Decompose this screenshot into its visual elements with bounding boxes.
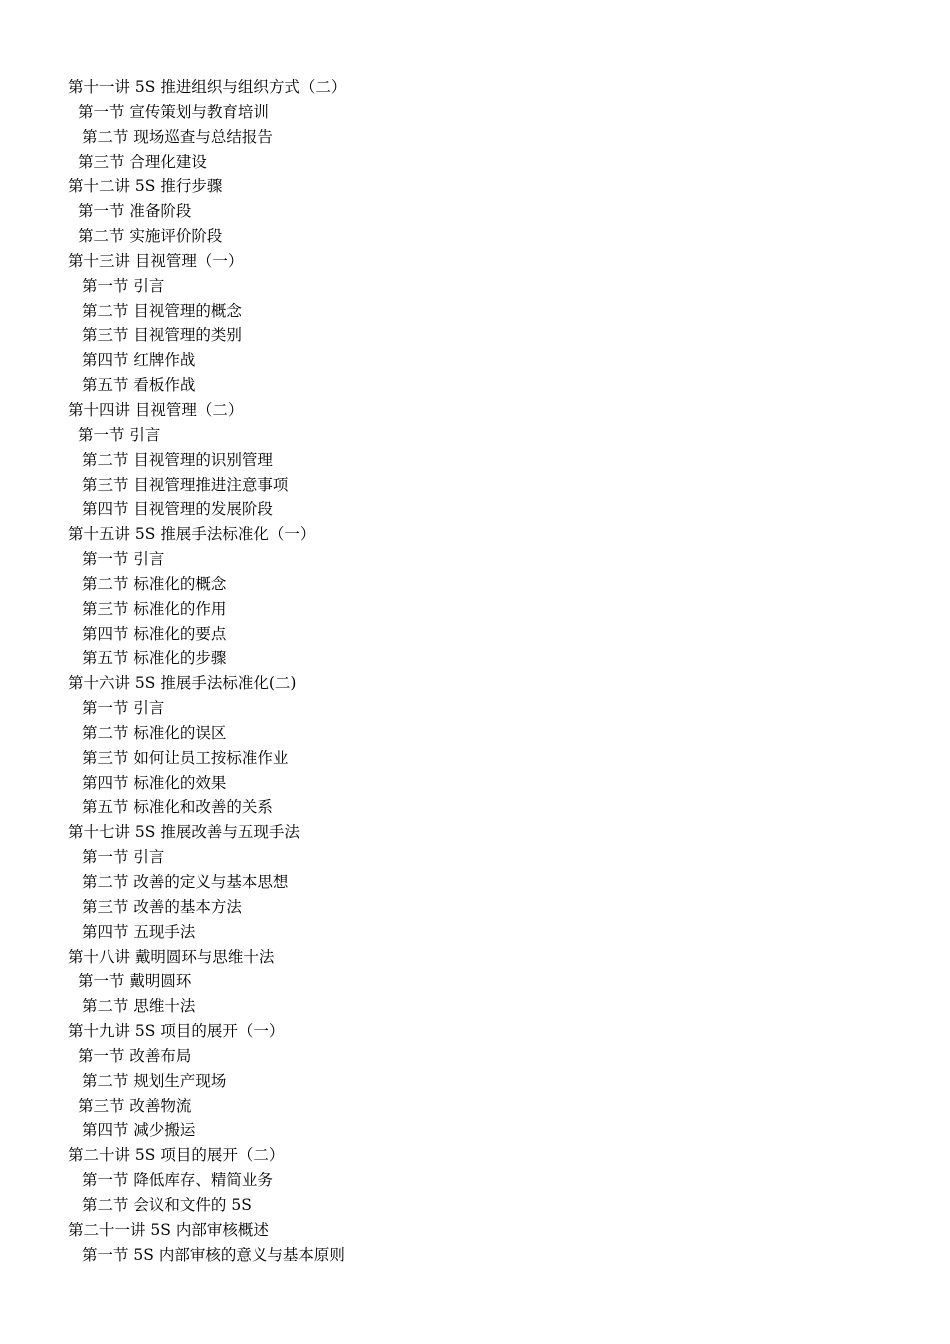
lecture-heading: 第十五讲 5S 推展手法标准化（一） (68, 525, 316, 544)
section-item: 第四节 标准化的要点 (82, 624, 227, 643)
section-item: 第五节 标准化和改善的关系 (82, 798, 273, 817)
lecture-heading: 第十九讲 5S 项目的展开（一） (68, 1022, 285, 1041)
section-item: 第一节 引言 (82, 550, 165, 569)
section-item: 第一节 引言 (78, 425, 161, 444)
section-item: 第二节 会议和文件的 5S (82, 1195, 252, 1214)
section-item: 第四节 目视管理的发展阶段 (82, 500, 273, 519)
section-item: 第三节 标准化的作用 (82, 599, 227, 618)
section-item: 第二节 实施评价阶段 (78, 227, 223, 246)
lecture-heading: 第二十讲 5S 项目的展开（二） (68, 1146, 285, 1165)
section-item: 第一节 改善布局 (78, 1046, 192, 1065)
lecture-heading: 第十六讲 5S 推展手法标准化(二) (68, 674, 297, 693)
lecture-heading: 第二十一讲 5S 内部审核概述 (68, 1220, 269, 1239)
section-item: 第二节 改善的定义与基本思想 (82, 873, 289, 891)
section-item: 第二节 目视管理的概念 (82, 301, 242, 320)
lecture-heading: 第十四讲 目视管理（二） (68, 400, 244, 419)
section-item: 第三节 如何让员工按标准作业 (82, 748, 289, 767)
section-item: 第一节 5S 内部审核的意义与基本原则 (82, 1245, 345, 1264)
section-item: 第二节 目视管理的识别管理 (82, 450, 273, 469)
section-item: 第一节 引言 (82, 699, 165, 718)
section-item: 第三节 改善的基本方法 (82, 897, 242, 916)
section-item: 第四节 红牌作战 (82, 351, 196, 370)
section-item: 第二节 规划生产现场 (82, 1071, 227, 1090)
section-item: 第五节 标准化的步骤 (82, 649, 227, 668)
section-item: 第二节 标准化的误区 (82, 723, 227, 742)
section-item: 第三节 改善物流 (78, 1096, 192, 1115)
section-item: 第一节 准备阶段 (78, 202, 192, 221)
section-item: 第二节 标准化的概念 (82, 574, 227, 593)
section-item: 第二节 思维十法 (82, 997, 196, 1016)
section-item: 第四节 减少搬运 (82, 1121, 196, 1140)
section-item: 第一节 降低库存、精简业务 (82, 1171, 273, 1190)
section-item: 第二节 现场巡查与总结报告 (82, 127, 273, 146)
section-item: 第一节 戴明圆环 (78, 972, 192, 991)
lecture-heading: 第十二讲 5S 推行步骤 (68, 177, 223, 196)
section-item: 第四节 标准化的效果 (82, 773, 227, 792)
section-item: 第一节 宣传策划与教育培训 (78, 102, 269, 121)
lecture-heading: 第十七讲 5S 推展改善与五现手法 (68, 823, 300, 842)
section-item: 第三节 合理化建设 (78, 152, 207, 171)
lecture-heading: 第十八讲 戴明圆环与思维十法 (68, 947, 275, 966)
table-of-contents (68, 75, 346, 1268)
section-item: 第四节 五现手法 (82, 922, 196, 941)
lecture-heading: 第十一讲 5S 推进组织与组织方式（二） (68, 78, 347, 96)
section-item: 第一节 引言 (82, 276, 165, 295)
section-item: 第五节 看板作战 (82, 376, 196, 395)
section-item: 第一节 引言 (82, 848, 165, 867)
lecture-heading: 第十三讲 目视管理（一） (68, 251, 244, 270)
section-item: 第三节 目视管理的类别 (82, 326, 242, 345)
section-item: 第三节 目视管理推进注意事项 (82, 475, 289, 494)
